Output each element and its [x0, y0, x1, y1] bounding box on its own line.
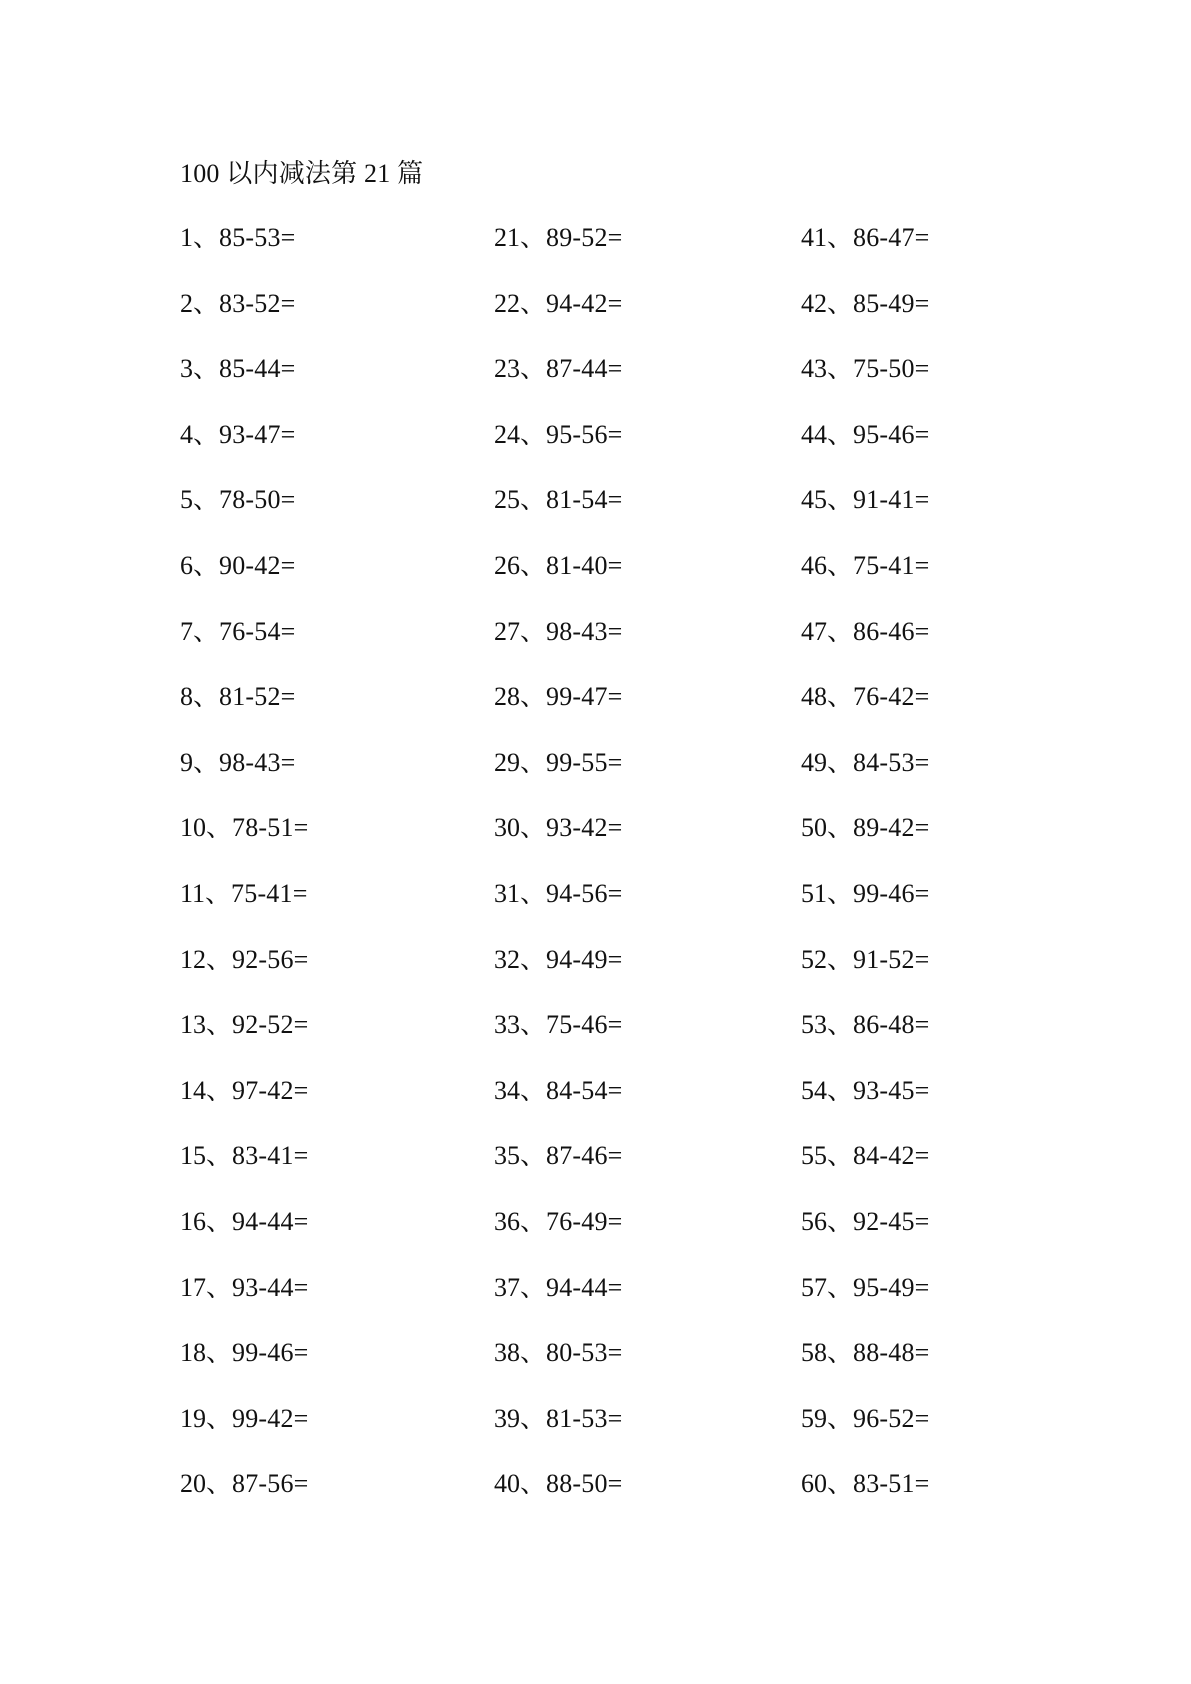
problem-separator: 、	[520, 1206, 547, 1236]
problem-separator: 、	[520, 1010, 547, 1040]
problem-expression: 89-52=	[546, 223, 623, 252]
problem-item	[180, 483, 470, 549]
problem-expression: 98-43=	[219, 747, 296, 777]
problem-expression: 92-45=	[853, 1206, 930, 1236]
problem-expression: 93-44=	[232, 1272, 309, 1302]
problem-item	[801, 1008, 1091, 1074]
problem-expression: 87-46=	[546, 1141, 623, 1171]
problem-item	[801, 943, 1091, 1009]
problem-expression: 99-47=	[546, 682, 623, 712]
problem-expression: 92-52=	[232, 1010, 309, 1040]
problem-item	[180, 1402, 470, 1468]
problem-expression: 96-52=	[853, 1403, 930, 1433]
problem-item	[494, 877, 784, 943]
problem-separator: 、	[193, 616, 220, 646]
problem-separator: 、	[827, 747, 854, 777]
problem-item	[180, 680, 470, 746]
problem-separator: 、	[520, 1272, 547, 1302]
problem-item	[801, 680, 1091, 746]
problem-number: 28	[494, 682, 520, 712]
problem-separator: 、	[827, 288, 854, 318]
problem-number: 11	[180, 878, 206, 908]
problem-number: 19	[180, 1403, 206, 1433]
problem-number: 60	[801, 1469, 827, 1499]
problem-separator: 、	[206, 1403, 233, 1433]
problem-item	[494, 1467, 784, 1533]
problem-number: 12	[180, 944, 206, 974]
problem-item	[801, 483, 1091, 549]
problem-number: 48	[801, 682, 827, 712]
problem-expression: 99-46=	[232, 1338, 309, 1368]
problem-expression: 86-47=	[853, 223, 930, 252]
problem-expression: 84-53=	[853, 747, 930, 777]
problem-expression: 91-52=	[853, 944, 930, 974]
problem-expression: 78-51=	[232, 813, 309, 843]
problem-number: 38	[494, 1338, 520, 1368]
problem-expression: 99-55=	[546, 747, 623, 777]
problem-item	[180, 943, 470, 1009]
problem-number: 21	[494, 223, 520, 252]
problem-number: 44	[801, 419, 827, 449]
problem-item	[494, 746, 784, 812]
problem-item	[494, 943, 784, 1009]
problem-separator: 、	[827, 878, 854, 908]
problem-item	[801, 549, 1091, 615]
problem-separator: 、	[206, 1338, 233, 1368]
problem-number: 8	[180, 682, 193, 712]
problem-expression: 90-42=	[219, 550, 296, 580]
problem-item	[801, 1467, 1091, 1533]
problem-number: 32	[494, 944, 520, 974]
problem-item	[494, 615, 784, 681]
problem-item	[180, 1271, 470, 1337]
problem-separator: 、	[827, 1010, 854, 1040]
problem-number: 27	[494, 616, 520, 646]
problem-separator: 、	[827, 1469, 854, 1499]
problem-expression: 75-50=	[853, 354, 930, 384]
worksheet-title: 100 以内减法第 21 篇	[180, 159, 424, 188]
problem-number: 43	[801, 354, 827, 384]
problem-separator: 、	[827, 419, 854, 449]
problem-separator: 、	[206, 1010, 233, 1040]
problem-item	[180, 1336, 470, 1402]
problem-expression: 81-53=	[546, 1403, 623, 1433]
problem-item	[801, 221, 1091, 287]
problem-number: 16	[180, 1206, 206, 1236]
problem-number: 14	[180, 1075, 206, 1105]
problem-expression: 87-56=	[232, 1469, 309, 1499]
problem-number: 45	[801, 485, 827, 515]
problem-expression: 86-46=	[853, 616, 930, 646]
problem-separator: 、	[827, 944, 854, 974]
problem-item	[494, 1402, 784, 1468]
problem-number: 51	[801, 878, 827, 908]
problem-separator: 、	[206, 1075, 233, 1105]
problem-separator: 、	[520, 1403, 547, 1433]
problem-item	[801, 352, 1091, 418]
problem-number: 6	[180, 550, 193, 580]
problem-separator: 、	[520, 682, 547, 712]
problem-number: 29	[494, 747, 520, 777]
problem-separator: 、	[520, 616, 547, 646]
problem-item	[180, 1467, 470, 1533]
problem-separator: 、	[827, 682, 854, 712]
problem-separator: 、	[193, 223, 220, 252]
problem-item	[180, 1139, 470, 1205]
problem-number: 18	[180, 1338, 206, 1368]
problem-item	[494, 1336, 784, 1402]
problem-expression: 94-56=	[546, 878, 623, 908]
problem-number: 17	[180, 1272, 206, 1302]
problem-item	[180, 746, 470, 812]
problem-number: 57	[801, 1272, 827, 1302]
problem-number: 41	[801, 223, 827, 252]
problem-number: 54	[801, 1075, 827, 1105]
problem-expression: 95-56=	[546, 419, 623, 449]
problem-separator: 、	[206, 1272, 233, 1302]
problem-number: 9	[180, 747, 193, 777]
problem-number: 53	[801, 1010, 827, 1040]
problem-number: 46	[801, 550, 827, 580]
problem-number: 10	[180, 813, 206, 843]
problem-item	[801, 1074, 1091, 1140]
problem-separator: 、	[193, 485, 220, 515]
problem-number: 36	[494, 1206, 520, 1236]
problem-expression: 75-41=	[853, 550, 930, 580]
problem-item	[180, 877, 470, 943]
problem-item	[801, 1139, 1091, 1205]
problem-separator: 、	[520, 550, 547, 580]
problem-item	[494, 680, 784, 746]
problem-separator: 、	[520, 1075, 547, 1105]
problem-item	[180, 287, 470, 353]
problem-expression: 84-54=	[546, 1075, 623, 1105]
problem-number: 52	[801, 944, 827, 974]
problem-item	[494, 1205, 784, 1271]
problem-item	[494, 418, 784, 484]
problem-expression: 76-42=	[853, 682, 930, 712]
problem-number: 15	[180, 1141, 206, 1171]
problem-expression: 99-42=	[232, 1403, 309, 1433]
problem-item	[180, 811, 470, 877]
problem-number: 13	[180, 1010, 206, 1040]
problem-separator: 、	[206, 1141, 233, 1171]
problem-number: 5	[180, 485, 193, 515]
problem-item	[494, 1139, 784, 1205]
problem-expression: 85-53=	[219, 223, 296, 252]
problem-number: 33	[494, 1010, 520, 1040]
problem-expression: 76-54=	[219, 616, 296, 646]
problem-item	[801, 287, 1091, 353]
problem-separator: 、	[520, 1469, 547, 1499]
problem-expression: 84-42=	[853, 1141, 930, 1171]
problem-expression: 93-45=	[853, 1075, 930, 1105]
problem-separator: 、	[520, 485, 547, 515]
problem-item	[494, 1008, 784, 1074]
problem-expression: 99-46=	[853, 878, 930, 908]
problem-column-3	[801, 221, 1091, 1533]
problem-number: 39	[494, 1403, 520, 1433]
problem-item	[801, 1402, 1091, 1468]
problem-expression: 91-41=	[853, 485, 930, 515]
problem-expression: 75-46=	[546, 1010, 623, 1040]
problem-separator: 、	[520, 1338, 547, 1368]
problem-separator: 、	[520, 419, 547, 449]
problem-item	[494, 1271, 784, 1337]
problem-item	[801, 1336, 1091, 1402]
problem-expression: 76-49=	[546, 1206, 623, 1236]
problem-separator: 、	[827, 1206, 854, 1236]
problem-separator: 、	[205, 878, 232, 908]
problem-expression: 93-42=	[546, 813, 623, 843]
problem-separator: 、	[206, 1206, 233, 1236]
problem-separator: 、	[520, 288, 547, 318]
problem-separator: 、	[827, 813, 854, 843]
problem-number: 37	[494, 1272, 520, 1302]
problem-number: 58	[801, 1338, 827, 1368]
problem-number: 22	[494, 288, 520, 318]
problem-item	[180, 221, 470, 287]
problem-separator: 、	[827, 616, 854, 646]
problem-separator: 、	[193, 354, 220, 384]
problem-column-1	[180, 221, 470, 1533]
problem-expression: 94-42=	[546, 288, 623, 318]
problem-number: 40	[494, 1469, 520, 1499]
problem-separator: 、	[193, 682, 220, 712]
problem-separator: 、	[827, 223, 854, 252]
problem-item	[180, 1205, 470, 1271]
problem-item	[180, 352, 470, 418]
problem-separator: 、	[206, 1469, 233, 1499]
problem-number: 49	[801, 747, 827, 777]
problem-expression: 83-41=	[232, 1141, 309, 1171]
problem-number: 2	[180, 288, 193, 318]
problem-number: 4	[180, 419, 193, 449]
problem-expression: 78-50=	[219, 485, 296, 515]
problem-expression: 87-44=	[546, 354, 623, 384]
problem-separator: 、	[520, 223, 547, 252]
problem-item	[180, 1074, 470, 1140]
problem-separator: 、	[827, 1272, 854, 1302]
problem-number: 50	[801, 813, 827, 843]
problem-number: 42	[801, 288, 827, 318]
problem-number: 35	[494, 1141, 520, 1171]
problem-expression: 86-48=	[853, 1010, 930, 1040]
problem-separator: 、	[193, 419, 220, 449]
problem-expression: 88-50=	[546, 1469, 623, 1499]
problem-expression: 81-40=	[546, 550, 623, 580]
problem-separator: 、	[827, 1141, 854, 1171]
problem-number: 59	[801, 1403, 827, 1433]
problem-item	[494, 221, 784, 287]
problem-number: 34	[494, 1075, 520, 1105]
problem-expression: 94-49=	[546, 944, 623, 974]
problem-item	[801, 877, 1091, 943]
problem-item	[494, 483, 784, 549]
problem-number: 47	[801, 616, 827, 646]
problem-separator: 、	[827, 1075, 854, 1105]
problem-expression: 83-51=	[853, 1469, 930, 1499]
problem-item	[801, 811, 1091, 877]
problem-item	[801, 1271, 1091, 1337]
problem-number: 55	[801, 1141, 827, 1171]
problem-item	[801, 1205, 1091, 1271]
problem-separator: 、	[520, 878, 547, 908]
problem-number: 30	[494, 813, 520, 843]
problem-number: 20	[180, 1469, 206, 1499]
problem-number: 3	[180, 354, 193, 384]
problem-number: 1	[180, 223, 193, 252]
problem-expression: 98-43=	[546, 616, 623, 646]
problem-expression: 89-42=	[853, 813, 930, 843]
problem-number: 31	[494, 878, 520, 908]
problem-expression: 95-46=	[853, 419, 930, 449]
problem-number: 25	[494, 485, 520, 515]
problem-separator: 、	[206, 944, 233, 974]
problem-separator: 、	[193, 288, 220, 318]
problem-separator: 、	[827, 485, 854, 515]
problem-expression: 93-47=	[219, 419, 296, 449]
problem-number: 23	[494, 354, 520, 384]
problem-number: 7	[180, 616, 193, 646]
problem-separator: 、	[520, 1141, 547, 1171]
problem-expression: 95-49=	[853, 1272, 930, 1302]
problem-separator: 、	[827, 1403, 854, 1433]
problem-item	[801, 418, 1091, 484]
problem-item	[180, 615, 470, 681]
problem-separator: 、	[827, 550, 854, 580]
problem-item	[494, 811, 784, 877]
problem-item	[801, 615, 1091, 681]
problem-item	[180, 549, 470, 615]
problem-item	[180, 1008, 470, 1074]
problem-separator: 、	[206, 813, 233, 843]
problem-expression: 94-44=	[232, 1206, 309, 1236]
problem-expression: 75-41=	[231, 878, 308, 908]
problem-expression: 85-44=	[219, 354, 296, 384]
problem-expression: 97-42=	[232, 1075, 309, 1105]
problem-separator: 、	[193, 550, 220, 580]
problem-item	[494, 1074, 784, 1140]
problem-expression: 81-54=	[546, 485, 623, 515]
problem-expression: 83-52=	[219, 288, 296, 318]
problem-expression: 85-49=	[853, 288, 930, 318]
problem-separator: 、	[520, 944, 547, 974]
problem-separator: 、	[827, 1338, 854, 1368]
problem-item	[494, 287, 784, 353]
problem-number: 56	[801, 1206, 827, 1236]
problem-item	[180, 418, 470, 484]
problem-expression: 81-52=	[219, 682, 296, 712]
problem-number: 26	[494, 550, 520, 580]
problem-separator: 、	[520, 354, 547, 384]
problem-separator: 、	[827, 354, 854, 384]
problem-number: 24	[494, 419, 520, 449]
problem-column-2	[494, 221, 784, 1533]
problem-expression: 80-53=	[546, 1338, 623, 1368]
problem-expression: 94-44=	[546, 1272, 623, 1302]
problem-item	[494, 549, 784, 615]
problem-separator: 、	[520, 747, 547, 777]
problem-separator: 、	[193, 747, 220, 777]
problem-item	[801, 746, 1091, 812]
problem-separator: 、	[520, 813, 547, 843]
problem-item	[494, 352, 784, 418]
problem-expression: 92-56=	[232, 944, 309, 974]
problem-expression: 88-48=	[853, 1338, 930, 1368]
